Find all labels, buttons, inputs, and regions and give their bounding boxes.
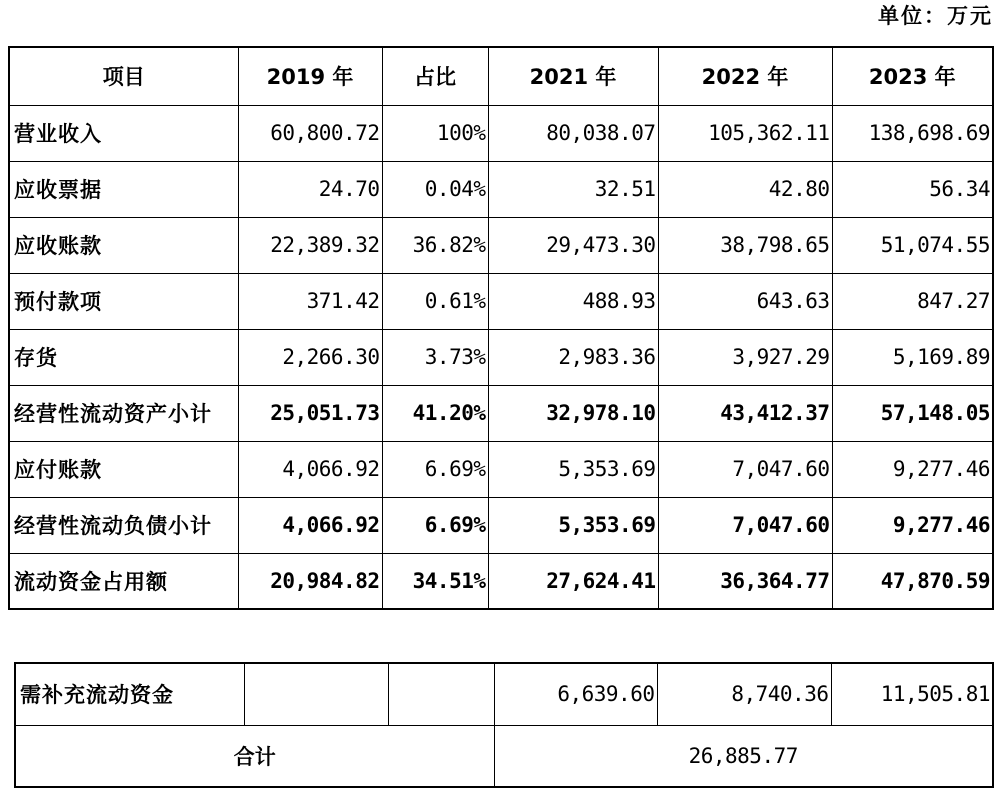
value-2022: 643.63 [658, 273, 832, 329]
value-2021: 488.93 [488, 273, 658, 329]
row-label: 经营性流动资产小计 [9, 385, 238, 441]
value-2023: 57,148.05 [832, 385, 993, 441]
value-2023: 5,169.89 [832, 329, 993, 385]
table-row [9, 553, 993, 609]
value-2022: 105,362.11 [658, 105, 832, 161]
header-2023: 2023 年 [832, 47, 993, 105]
supplement-2022-cell: 8,740.36 [657, 663, 831, 725]
value-ratio: 34.51% [382, 553, 488, 609]
header-ratio: 占比 [382, 47, 488, 105]
value-2019: 371.42 [238, 273, 382, 329]
value-2022: 43,412.37 [658, 385, 832, 441]
table-header-row [9, 47, 993, 105]
row-label: 流动资金占用额 [9, 553, 238, 609]
value-2019: 4,066.92 [238, 441, 382, 497]
table-row [9, 441, 993, 497]
value-2022: 7,047.60 [658, 441, 832, 497]
value-2023: 847.27 [832, 273, 993, 329]
value-2023: 9,277.46 [832, 497, 993, 553]
value-2022: 42.80 [658, 161, 832, 217]
value-2022: 7,047.60 [658, 497, 832, 553]
value-2022: 36,364.77 [658, 553, 832, 609]
row-label: 营业收入 [9, 105, 238, 161]
header-2019: 2019 年 [238, 47, 382, 105]
table-row [9, 385, 993, 441]
value-2023: 138,698.69 [832, 105, 993, 161]
value-2019: 60,800.72 [238, 105, 382, 161]
header-item: 项目 [9, 47, 238, 105]
table-row [9, 329, 993, 385]
value-ratio: 41.20% [382, 385, 488, 441]
value-ratio: 100% [382, 105, 488, 161]
value-2019: 25,051.73 [238, 385, 382, 441]
working-capital-table [8, 46, 994, 610]
value-ratio: 0.04% [382, 161, 488, 217]
value-2019: 24.70 [238, 161, 382, 217]
value-2019: 2,266.30 [238, 329, 382, 385]
supplement-ratio-cell [388, 663, 494, 725]
supplement-table [14, 662, 994, 788]
total-row [15, 725, 993, 787]
row-label: 应收账款 [9, 217, 238, 273]
row-label: 预付款项 [9, 273, 238, 329]
value-ratio: 6.69% [382, 497, 488, 553]
value-2023: 51,074.55 [832, 217, 993, 273]
supplement-row [15, 663, 993, 725]
value-2021: 29,473.30 [488, 217, 658, 273]
value-ratio: 36.82% [382, 217, 488, 273]
header-2022: 2022 年 [658, 47, 832, 105]
value-2019: 20,984.82 [238, 553, 382, 609]
table-row [9, 105, 993, 161]
table-row [9, 497, 993, 553]
value-2021: 27,624.41 [488, 553, 658, 609]
value-2023: 47,870.59 [832, 553, 993, 609]
row-label: 经营性流动负债小计 [9, 497, 238, 553]
value-2019: 22,389.32 [238, 217, 382, 273]
supplement-2023-cell: 11,505.81 [831, 663, 993, 725]
value-2022: 3,927.29 [658, 329, 832, 385]
value-ratio: 6.69% [382, 441, 488, 497]
table-row [9, 161, 993, 217]
value-2021: 2,983.36 [488, 329, 658, 385]
value-2022: 38,798.65 [658, 217, 832, 273]
table-row [9, 273, 993, 329]
value-2023: 56.34 [832, 161, 993, 217]
header-2021: 2021 年 [488, 47, 658, 105]
supplement-2021-cell: 6,639.60 [494, 663, 657, 725]
value-2023: 9,277.46 [832, 441, 993, 497]
supplement-label: 需补充流动资金 [15, 663, 244, 725]
row-label: 应收票据 [9, 161, 238, 217]
value-ratio: 3.73% [382, 329, 488, 385]
value-2021: 80,038.07 [488, 105, 658, 161]
value-2021: 5,353.69 [488, 441, 658, 497]
value-2019: 4,066.92 [238, 497, 382, 553]
total-label: 合计 [15, 725, 494, 787]
row-label: 存货 [9, 329, 238, 385]
table-row [9, 217, 993, 273]
supplement-2019-cell [244, 663, 388, 725]
unit-label: 单位：万元 [878, 4, 993, 28]
value-2021: 32.51 [488, 161, 658, 217]
value-2021: 5,353.69 [488, 497, 658, 553]
value-ratio: 0.61% [382, 273, 488, 329]
row-label: 应付账款 [9, 441, 238, 497]
value-2021: 32,978.10 [488, 385, 658, 441]
total-value: 26,885.77 [494, 725, 993, 787]
